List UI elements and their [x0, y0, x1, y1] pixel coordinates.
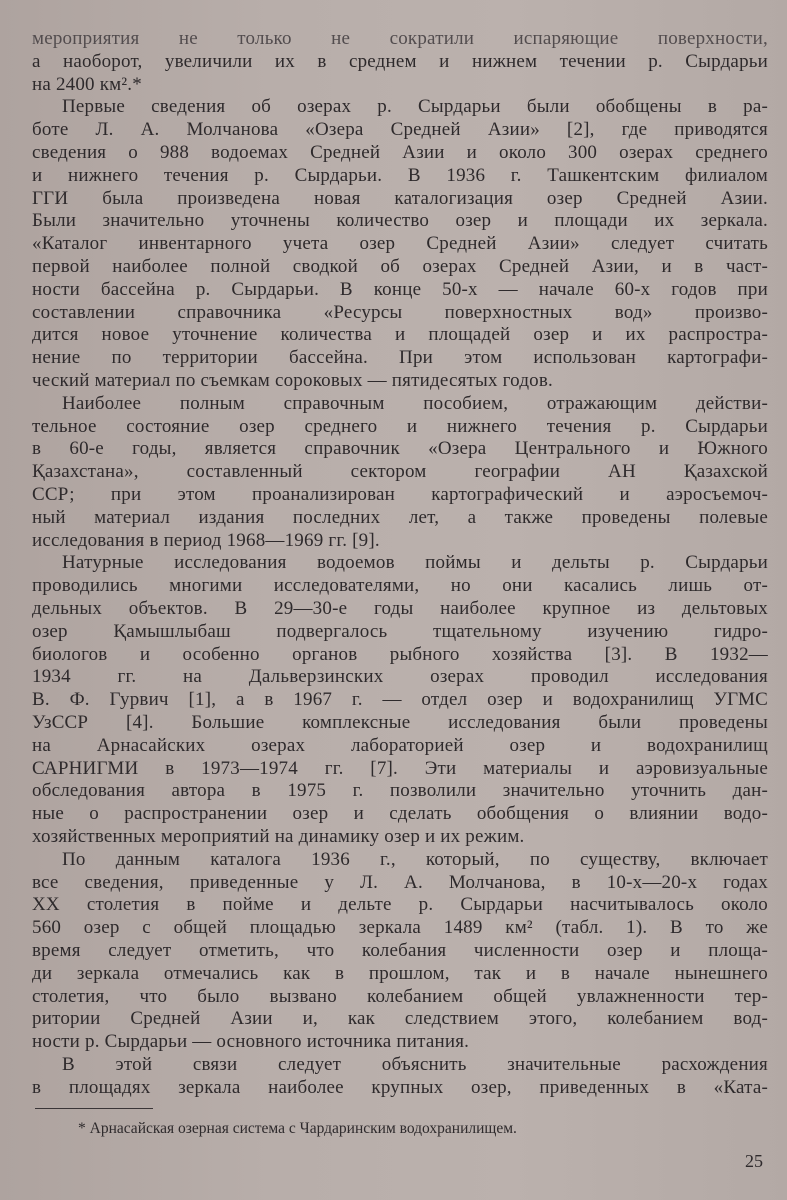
text-line: столетия, что было вызвано колебанием общей увлажненности тер-: [32, 985, 768, 1007]
text-line: в 60-е годы, является справочник «Озера Центрального и Южного: [32, 438, 768, 460]
page-number: 25: [745, 1151, 763, 1171]
text-line: проводились многими исследователями, но они касались лишь от-: [32, 575, 768, 597]
text-line: ритории Средней Азии и, как следствием этого, колебанием вод-: [32, 1008, 768, 1030]
text-line: Қазахстана», составленный сектором географии АН Қазахской: [32, 461, 768, 483]
text-line: В этой связи следует объяснить значительные расхождения: [62, 1054, 768, 1075]
text-line: время следует отметить, что колебания численности озер и площа-: [32, 940, 768, 961]
text-line: составлении справочника «Ресурсы поверхностных вод» произво-: [32, 301, 768, 323]
text-line: По данным каталога 1936 г., который, по существу, включает: [62, 848, 768, 870]
footnote: * Арнасайская озерная система с Чардаринским водохранилищем.: [78, 1120, 517, 1137]
text-line: обследования автора в 1975 г. позволили значительно уточнить дан-: [32, 780, 768, 802]
text-line: дится новое уточнение количества и площадей озер и их распростра-: [32, 324, 768, 346]
text-line: ди зеркала отмечались как в прошлом, так и в начале нынешнего: [32, 962, 768, 984]
text-line: биологов и особенно органов рыбного хозяйства [3]. В 1932—: [32, 643, 768, 665]
text-line: исследования в период 1968—1969 гг. [9].: [32, 529, 380, 551]
text-line: первой наиболее полной сводкой об озерах Средней Азии, и в част-: [32, 256, 768, 277]
text-line: Наиболее полным справочным пособием, отражающим действи-: [62, 392, 768, 414]
text-line: «Каталог инвентарного учета озер Средней Азии» следует считать: [32, 233, 768, 255]
text-line: в площадях зеркала наиболее крупных озер, приведенных в «Ката-: [32, 1076, 768, 1098]
text-line: ности р. Сырдарьи — основного источника питания.: [32, 1031, 470, 1053]
text-line: ССР; при этом проанализирован картографический и аэросъемоч-: [32, 484, 768, 505]
text-line: сведения о 988 водоемах Средней Азии и около 300 озерах среднего: [32, 142, 768, 163]
text-line: САРНИГМИ в 1973—1974 гг. [7]. Эти материалы и аэровизуальные: [32, 757, 768, 779]
text-line: на 2400 км².*: [32, 73, 142, 95]
text-line: а наоборот, увеличили их в среднем и нижнем течении р. Сырдарьи: [32, 50, 768, 72]
text-line: ности бассейна р. Сырдарьи. В конце 50-х — начале 60-х годов при: [32, 278, 768, 300]
text-line: и нижнего течения р. Сырдарьи. В 1936 г. Ташкентским филиалом: [32, 164, 768, 186]
text-line: ные о распространении озер и сделать обобщения о влиянии водо-: [32, 803, 768, 825]
text-line: Первые сведения об озерах р. Сырдарьи были обобщены в ра-: [62, 96, 768, 118]
text-line: 1934 гг. на Дальверзинских озерах проводил исследования: [32, 666, 768, 688]
text-line: Были значительно уточнены количество озер и площади их зеркала.: [32, 210, 768, 232]
text-line: хозяйственных мероприятий на динамику озер и их режим.: [32, 826, 525, 847]
text-line: боте Л. А. Молчанова «Озера Средней Азии» [2], где приводятся: [32, 119, 768, 141]
text-line: Натурные исследования водоемов поймы и дельты р. Сырдарьи: [62, 552, 768, 574]
text-line: на Арнасайских озерах лабораторией озер и водохранилищ: [32, 734, 768, 756]
text-line: мероприятия не только не сократили испаряющие поверхности,: [32, 28, 768, 49]
text-line: ческий материал по съемкам сороковых — пятидесятых годов.: [32, 370, 554, 391]
text-line: В. Ф. Гурвич [1], а в 1967 г. — отдел озер и водохранилищ УГМС: [32, 689, 768, 711]
text-line: ГГИ была произведена новая каталогизация озер Средней Азии.: [32, 187, 768, 209]
text-line: дельных объектов. В 29—30-е годы наиболее крупное из дельтовых: [32, 598, 768, 619]
text-line: озер Қамышлыбаш подвергалось тщательному изучению гидро-: [32, 620, 768, 642]
text-line: УзССР [4]. Большие комплексные исследования были проведены: [32, 712, 768, 733]
text-line: тельное состояние озер среднего и нижнего течения р. Сырдарьи: [32, 415, 768, 437]
text-line: XX столетия в пойме и дельте р. Сырдарьи насчитывалось около: [32, 894, 768, 916]
text-line: нение по территории бассейна. При этом использован картографи-: [32, 347, 768, 369]
text-line: 560 озер с общей площадью зеркала 1489 км² (табл. 1). В то же: [32, 917, 768, 939]
footnote-rule: [35, 1108, 153, 1109]
text-line: ный материал издания последних лет, а также проведены полевые: [32, 506, 768, 528]
text-line: все сведения, приведенные у Л. А. Молчанова, в 10-х—20-х годах: [32, 871, 768, 893]
